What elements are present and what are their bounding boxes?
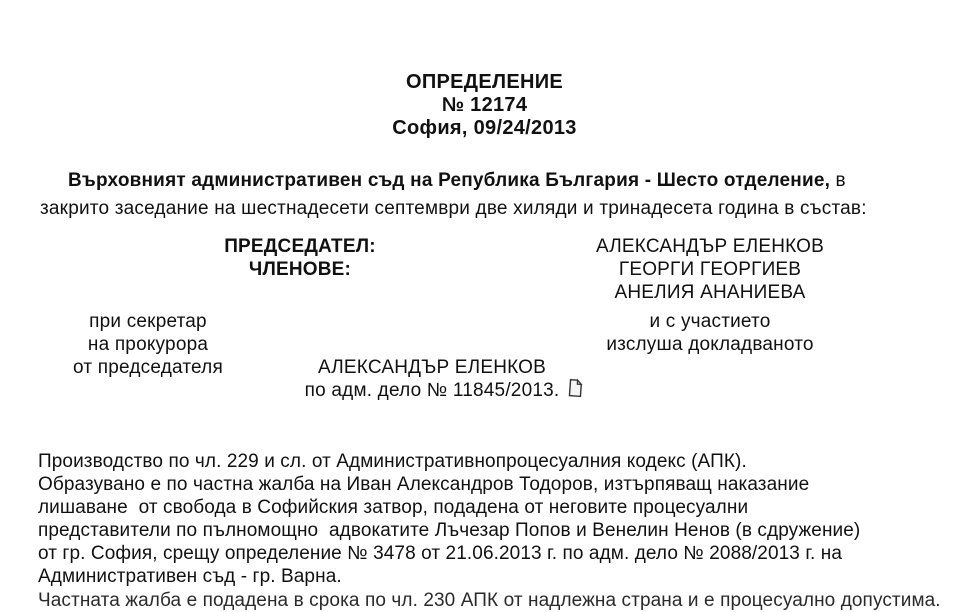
document-copy-icon[interactable] (567, 378, 584, 398)
participation-line: и с участието (649, 311, 771, 332)
president-name: АЛЕКСАНДЪР ЕЛЕНКОВ (595, 236, 825, 257)
members-label: ЧЛЕНОВЕ: (248, 259, 352, 280)
intro-line-1-tail: в (830, 170, 846, 191)
document-header (0, 71, 969, 140)
intro-line-2: закрито заседание на шестнадесети септември две хиляди и тринадесета година в състав: (40, 198, 867, 219)
intro-line-1 (40, 167, 945, 195)
body-line-2: Образувано е по частна жалба на Иван Александров Тодоров, изтърпяващ наказание (38, 474, 810, 495)
body-paragraph (38, 450, 958, 588)
case-number-line: по адм. дело № 11845/2013. (304, 380, 560, 401)
report-line: изслуша докладваното (606, 334, 814, 355)
prosecutor-line: на прокурора (87, 334, 209, 355)
secretary-line: при секретар (89, 311, 207, 332)
body-line-6: Административен съд - гр. Варна. (38, 566, 342, 587)
document-title: ОПРЕДЕЛЕНИЕ (405, 71, 564, 93)
body-line-7-clipped: Частната жалба е подадена в срока по чл. 230 АПК от надлежна страна и е процесуално допустима. (38, 590, 941, 611)
rapporteur-name: АЛЕКСАНДЪР ЕЛЕНКОВ (317, 357, 547, 378)
body-line-1: Производство по чл. 229 и сл. от Административнопроцесуалния кодекс (АПК). (38, 451, 747, 472)
document-place-date: София, 09/24/2013 (392, 117, 577, 139)
document-number: № 12174 (441, 94, 528, 116)
intro-paragraph (40, 167, 945, 223)
body-line-5: от гр. София, срещу определение № 3478 от 21.06.2013 г. по адм. дело № 2088/2013 г. на (38, 543, 843, 564)
president-label: ПРЕДСЕДАТЕЛ: (224, 236, 376, 257)
body-line-3: лишаване от свобода в Софийския затвор, подадена от неговите процесуални (38, 497, 749, 518)
court-name-bold: Върховният административен съд на Република България - Шесто отделение, (68, 170, 831, 191)
chair-line: от председателя (73, 357, 223, 378)
member-name-1: ГЕОРГИ ГЕОРГИЕВ (618, 259, 802, 280)
body-line-4: представители по пълномощно адвокатите Лъчезар Попов и Венелин Ненов (в сдружение) (38, 520, 861, 541)
member-name-2: АНЕЛИЯ АНАНИЕВА (614, 282, 806, 303)
